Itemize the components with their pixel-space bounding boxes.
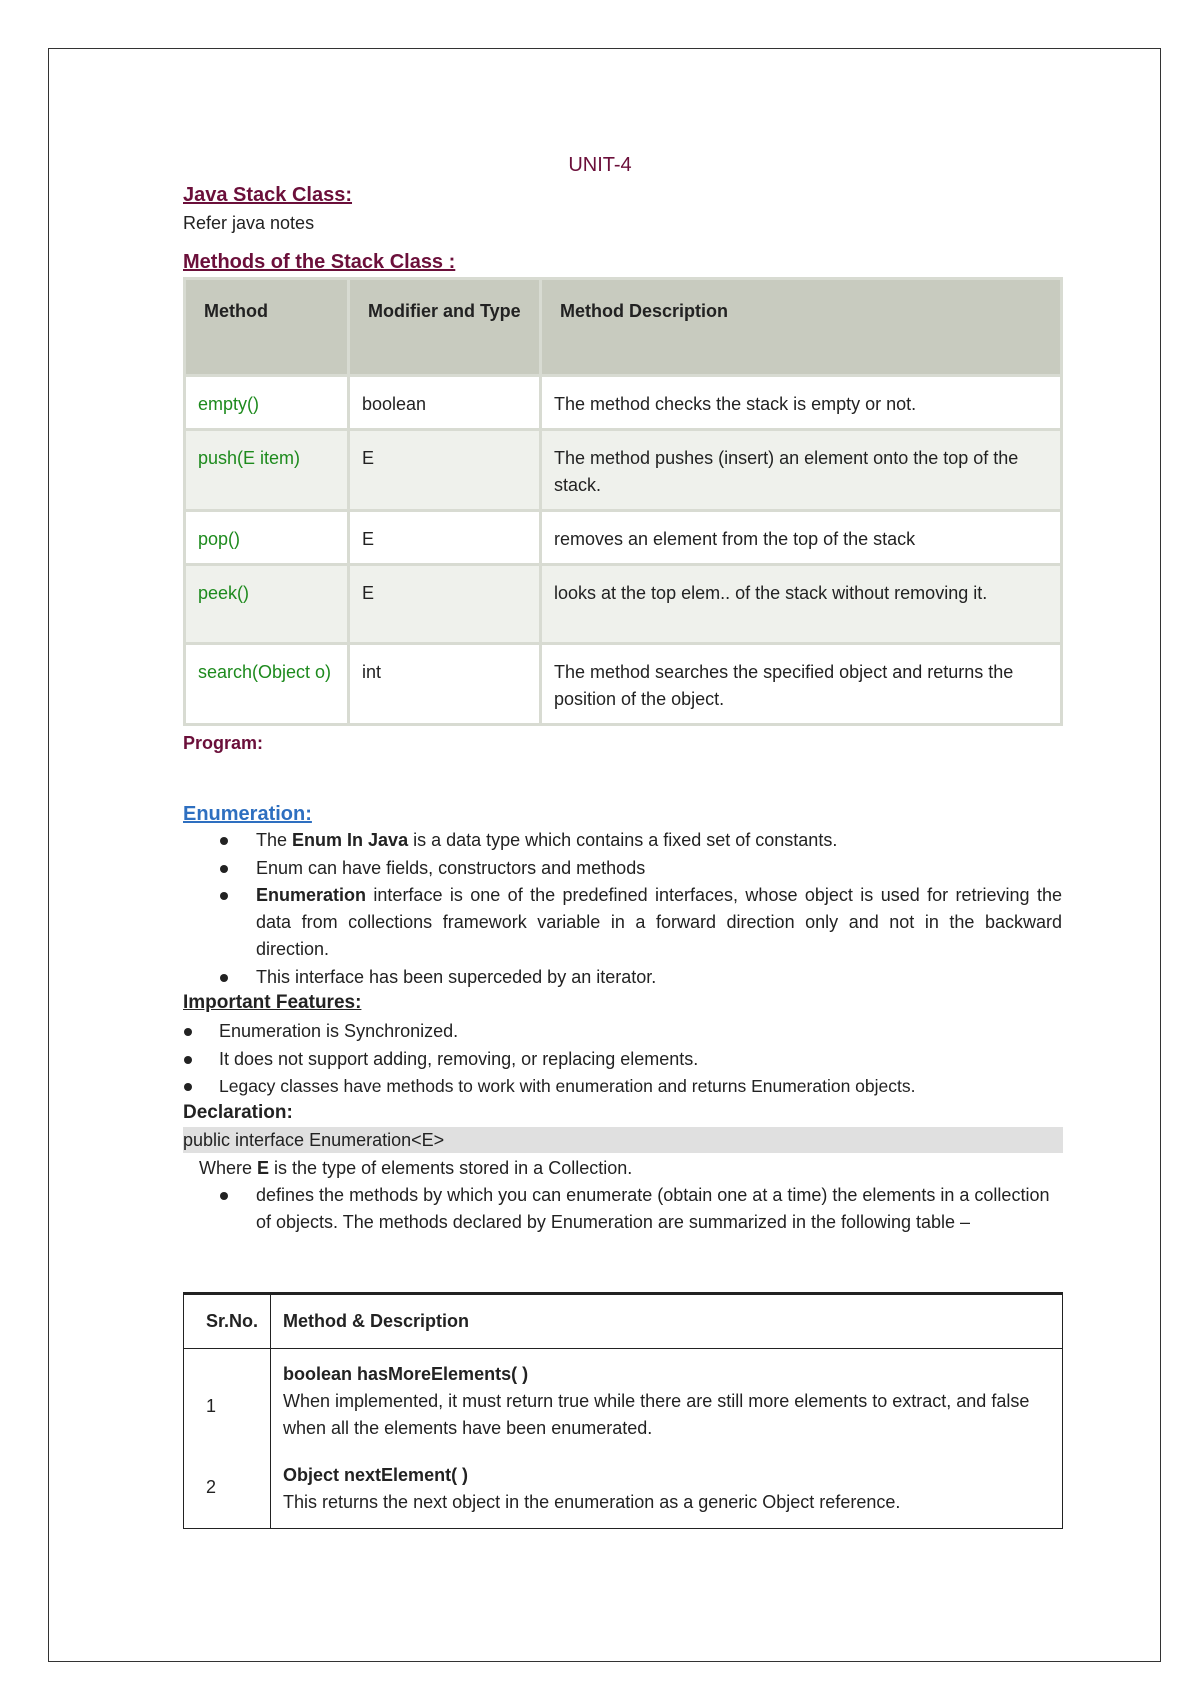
program-label: Program:: [183, 733, 264, 753]
stack-methods-table: [183, 277, 1063, 726]
bullet-icon: [184, 1028, 192, 1036]
method-description-cell: [271, 1442, 1063, 1529]
bullet-icon: [184, 1056, 192, 1064]
enum-bullet-3: Enumeration interface is one of the predefined interfaces, whose object is used for retrieving the data from collections framework variable in a forward direction only and not in the backward direction.: [256, 885, 1062, 959]
enum-bullet-2: Enum can have fields, constructors and methods: [256, 858, 646, 878]
description-cell: looks at the top elem.. of the stack without removing it.: [541, 565, 1062, 644]
description-cell: The method checks the stack is empty or not.: [541, 376, 1062, 430]
type-cell: E: [349, 565, 541, 644]
declaration-heading: Declaration:: [183, 1102, 293, 1123]
table-row: [185, 430, 1062, 511]
method-signature: Object nextElement( ): [283, 1465, 469, 1485]
unit-title: UNIT-4: [568, 154, 632, 176]
java-stack-heading: Java Stack Class:: [183, 184, 353, 206]
header-description: Method Description: [541, 279, 1062, 376]
table-header-row: [184, 1294, 1063, 1349]
header-method-description: Method & Description: [271, 1294, 1063, 1349]
type-cell: E: [349, 430, 541, 511]
feature-item: It does not support adding, removing, or replacing elements.: [219, 1049, 699, 1069]
method-description: This returns the next object in the enumeration as a generic Object reference.: [283, 1492, 901, 1512]
defines-text: defines the methods by which you can enumerate (obtain one at a time) the elements in a collection of objects. The methods declared by Enumeration are summarized in the following table –: [256, 1185, 1050, 1232]
bullet-icon: [184, 1083, 192, 1091]
important-features-heading: Important Features:: [183, 992, 362, 1013]
header-method: Method: [185, 279, 349, 376]
method-cell: peek(): [185, 565, 349, 644]
table-row: [184, 1442, 1063, 1529]
method-cell: push(E item): [185, 430, 349, 511]
type-cell: E: [349, 511, 541, 565]
table-row: [184, 1349, 1063, 1443]
enum-bullet-1: The Enum In Java is a data type which contains a fixed set of constants.: [256, 830, 838, 850]
method-description-cell: [271, 1349, 1063, 1443]
feature-item: Legacy classes have methods to work with enumeration and returns Enumeration objects.: [219, 1076, 916, 1096]
description-cell: The method pushes (insert) an element onto the top of the stack.: [541, 430, 1062, 511]
enum-bullet-4: This interface has been superceded by an iterator.: [256, 967, 657, 987]
method-signature: boolean hasMoreElements( ): [283, 1364, 529, 1384]
bullet-icon: [220, 892, 228, 900]
method-cell: search(Object o): [185, 644, 349, 725]
description-cell: removes an element from the top of the stack: [541, 511, 1062, 565]
method-description: When implemented, it must return true while there are still more elements to extract, and false when all the elements have been enumerated.: [283, 1391, 1030, 1438]
type-cell: int: [349, 644, 541, 725]
declaration-code-text: public interface Enumeration<E>: [183, 1130, 445, 1150]
method-cell: empty(): [185, 376, 349, 430]
table-row: [185, 565, 1062, 644]
srno-cell: 1: [206, 1396, 217, 1416]
declaration-code: [183, 1127, 1063, 1153]
enumeration-methods-table: [183, 1292, 1063, 1529]
table-row: [185, 376, 1062, 430]
bullet-icon: [220, 837, 228, 845]
bullet-icon: [220, 974, 228, 982]
refer-note: Refer java notes: [183, 213, 315, 233]
method-cell: pop(): [185, 511, 349, 565]
table-header-row: [185, 279, 1062, 376]
type-cell: boolean: [349, 376, 541, 430]
feature-item: Enumeration is Synchronized.: [219, 1021, 459, 1041]
enumeration-heading: Enumeration:: [183, 803, 312, 825]
header-type: Modifier and Type: [349, 279, 541, 376]
table-row: [185, 511, 1062, 565]
srno-cell: 2: [206, 1476, 217, 1497]
header-srno: Sr.No.: [184, 1294, 271, 1349]
table-row: [185, 644, 1062, 725]
bullet-icon: [220, 1192, 228, 1200]
bullet-icon: [220, 865, 228, 873]
where-text: Where E is the type of elements stored in a Collection.: [199, 1158, 633, 1178]
description-cell: The method searches the specified object and returns the position of the object.: [541, 644, 1062, 725]
methods-heading: Methods of the Stack Class :: [183, 251, 456, 273]
